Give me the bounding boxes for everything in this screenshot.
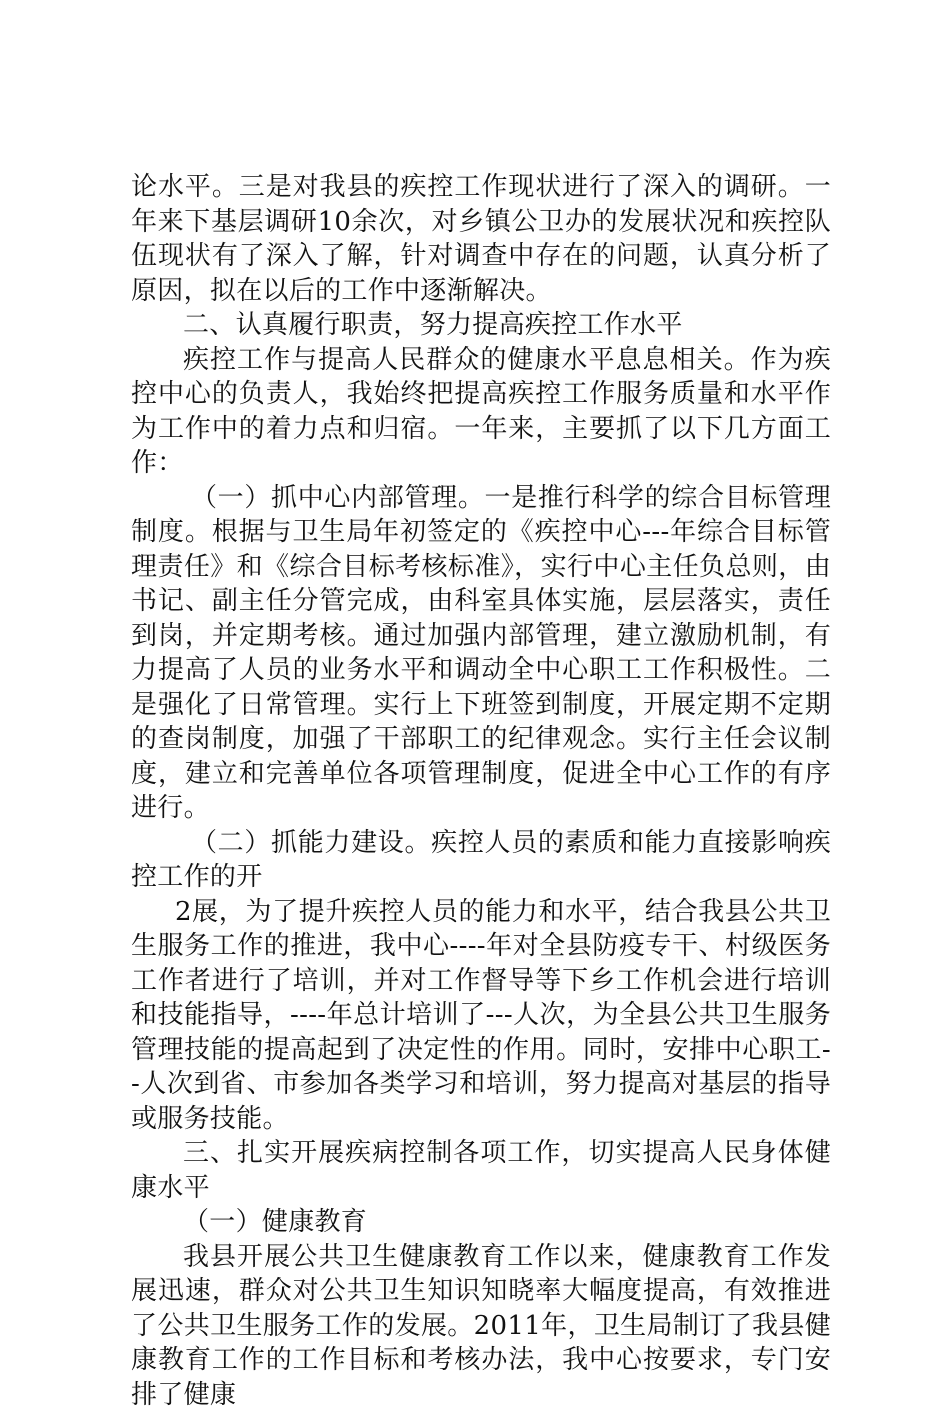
paragraph-research: 论水平。三是对我县的疾控工作现状进行了深入的调研。一年来下基层调研10余次，对乡镇公卫办的发展状况和疾控队伍现状有了深入了解，针对调查中存在的问题，认真分析了原因，拟在以后的工作中逐渐解决。 xyxy=(131,170,831,308)
paragraph-duties: 疾控工作与提高人民群众的健康水平息息相关。作为疾控中心的负责人，我始终把提高疾控工作服务质量和水平作为工作中的着力点和归宿。一年来，主要抓了以下几方面工作： xyxy=(131,343,831,481)
paragraph-health-education: 我县开展公共卫生健康教育工作以来，健康教育工作发展迅速，群众对公共卫生知识知晓率大幅度提高，有效推进了公共卫生服务工作的发展。2011年，卫生局制订了我县健康教育工作的工作目标和考核办法，我中心按要求，专门安排了健康 xyxy=(131,1240,831,1412)
subheading-health-education: （一）健康教育 xyxy=(131,1205,831,1240)
paragraph-internal-management: （一）抓中心内部管理。一是推行科学的综合目标管理制度。根据与卫生局年初签定的《疾控中心---年综合目标管理责任》和《综合目标考核标准》，实行中心主任负总则，由书记、副主任分管完成，由科室具体实施，层层落实，责任到岗，并定期考核。通过加强内部管理，建立激励机制，有力提高了人员的业务水平和调动全中心职工工作积极性。二是强化了日常管理。实行上下班签到制度，开展定期不定期的查岗制度，加强了干部职工的纪律观念。实行主任会议制度，建立和完善单位各项管理制度，促进全中心工作的有序进行。 xyxy=(131,481,831,826)
paragraph-training: 2展，为了提升疾控人员的能力和水平，结合我县公共卫生服务工作的推进，我中心----年对全县防疫专干、村级医务工作者进行了培训，并对工作督导等下乡工作机会进行培训和技能指导，----年总计培训了---人次，为全县公共卫生服务管理技能的提高起到了决定性的作用。同时，安排中心职工--人次到省、市参加各类学习和培训，努力提高对基层的指导或服务技能。 xyxy=(131,895,831,1137)
document-body xyxy=(131,170,831,1412)
section-heading-two: 二、认真履行职责，努力提高疾控工作水平 xyxy=(131,308,831,343)
section-heading-three: 三、扎实开展疾病控制各项工作，切实提高人民身体健康水平 xyxy=(131,1136,831,1205)
paragraph-capacity-building: （二）抓能力建设。疾控人员的素质和能力直接影响疾控工作的开 xyxy=(131,826,831,895)
